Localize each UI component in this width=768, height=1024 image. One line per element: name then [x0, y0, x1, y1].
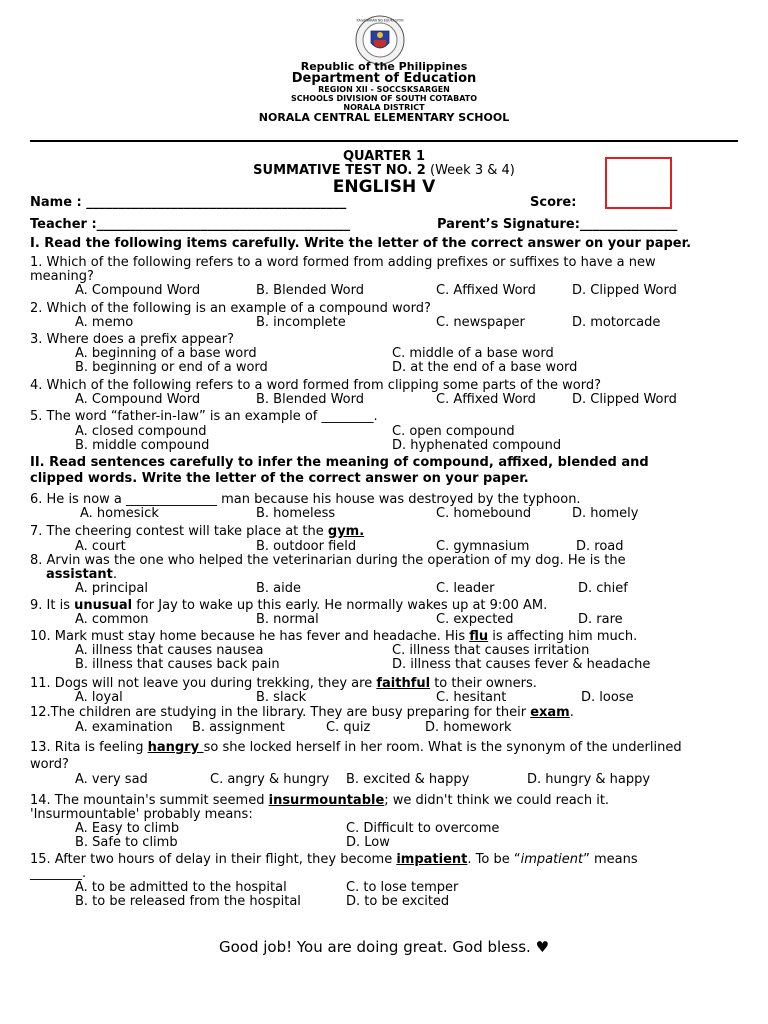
- republic-line: Republic of the Philippines: [300, 60, 468, 73]
- q4-stem: 4. Which of the following refers to a word formed from clipping some parts of the word?: [30, 378, 601, 393]
- q8-key-word: assistant: [46, 567, 113, 582]
- part2-instruction-cont: clipped words. Write the letter of the correct answer on your paper.: [30, 471, 529, 486]
- q4-option-a[interactable]: A. Compound Word: [75, 392, 201, 407]
- q11-key-word: faithful: [376, 676, 431, 691]
- q8-stem-end: .: [112, 567, 118, 582]
- q9-stem-text: 9. It is: [30, 598, 75, 613]
- q10-key-word: flu: [469, 629, 489, 644]
- q2-stem: 2. Which of the following is an example of a compound word?: [30, 301, 431, 316]
- q9-stem: [30, 599, 547, 613]
- score-box[interactable]: [605, 157, 672, 209]
- q14-option-a[interactable]: A. Easy to climb: [75, 821, 180, 836]
- q10-option-a[interactable]: A. illness that causes nausea: [75, 643, 264, 658]
- q11-stem-text: 11. Dogs will not leave you during trekking, they are: [30, 676, 377, 691]
- q9-option-c[interactable]: C. expected: [436, 612, 514, 627]
- q13-key-word: hangry: [147, 740, 204, 755]
- closing-message: Good job! You are doing great. God bless. ♥: [218, 938, 550, 956]
- q5-stem: 5. The word “father-in-law” is an example of ________.: [30, 409, 378, 424]
- q13-stem-text: 13. Rita is feeling: [30, 740, 148, 755]
- district-line: NORALA DISTRICT: [343, 103, 425, 112]
- q3-option-c[interactable]: C. middle of a base word: [392, 346, 554, 361]
- q15-option-a[interactable]: A. to be admitted to the hospital: [75, 880, 287, 895]
- q11-stem-end: to their owners.: [430, 676, 537, 691]
- q15-stem-end: ” means: [583, 852, 638, 867]
- q9-stem-end: for Jay to wake up this early. He normally wakes up at 9:00 AM.: [132, 598, 548, 613]
- q6-option-c[interactable]: C. homebound: [436, 506, 532, 521]
- q15-key-word: impatient: [396, 852, 468, 867]
- q12-option-a[interactable]: A. examination: [75, 720, 173, 735]
- q13-stem-cont: word?: [30, 757, 69, 772]
- q11-option-d[interactable]: D. loose: [581, 690, 634, 705]
- q8-option-d[interactable]: D. chief: [578, 581, 628, 596]
- q11-option-a[interactable]: A. loyal: [75, 690, 123, 705]
- q7-stem-text: 7. The cheering contest will take place at the: [30, 524, 328, 539]
- q10-stem-text: 10. Mark must stay home because he has fever and headache. His: [30, 629, 470, 644]
- svg-text:KAGAWARAN NG EDUKASYON: KAGAWARAN NG EDUKASYON: [356, 18, 404, 23]
- q10-stem-end: is affecting him much.: [488, 629, 638, 644]
- q7-option-d[interactable]: D. road: [576, 539, 624, 554]
- q12-stem-end: .: [569, 705, 574, 720]
- q15-option-d[interactable]: D. to be excited: [346, 894, 450, 909]
- q5-option-c[interactable]: C. open compound: [392, 424, 515, 439]
- deped-seal-logo: [355, 15, 405, 65]
- header-divider: [30, 140, 738, 142]
- q8-option-c[interactable]: C. leader: [436, 581, 495, 596]
- q4-option-b[interactable]: B. Blended Word: [256, 392, 364, 407]
- q7-stem: [30, 525, 364, 539]
- q6-option-d[interactable]: D. homely: [572, 506, 639, 521]
- region-line: REGION XII - SOCCSKSARGEN: [318, 85, 450, 94]
- q13-option-a[interactable]: A. very sad: [75, 772, 148, 787]
- q4-option-d[interactable]: D. Clipped Word: [572, 392, 677, 407]
- quarter-title: QUARTER 1: [342, 149, 426, 164]
- q10-option-d[interactable]: D. illness that causes fever & headache: [392, 657, 651, 672]
- part1-instruction: I. Read the following items carefully. Write the letter of the correct answer on your paper.: [30, 236, 692, 251]
- q14-option-d[interactable]: D. Low: [346, 835, 390, 850]
- q14-option-c[interactable]: C. Difficult to overcome: [346, 821, 500, 836]
- q2-option-b[interactable]: B. incomplete: [256, 315, 346, 330]
- q7-key-word: gym.: [327, 524, 365, 539]
- q10-option-c[interactable]: C. illness that causes irritation: [392, 643, 590, 658]
- q1-option-c[interactable]: C. Affixed Word: [436, 283, 536, 298]
- q15-option-c[interactable]: C. to lose temper: [346, 880, 459, 895]
- q15-italic-word: impatient: [520, 852, 584, 867]
- q2-option-d[interactable]: D. motorcade: [572, 315, 661, 330]
- q9-key-word: unusual: [74, 598, 133, 613]
- q1-stem: 1. Which of the following refers to a word formed from adding prefixes or suffixes to have a new: [30, 255, 656, 270]
- q11-stem: [30, 677, 537, 691]
- q10-option-b[interactable]: B. illness that causes back pain: [75, 657, 280, 672]
- q2-option-c[interactable]: C. newspaper: [436, 315, 525, 330]
- q6-option-b[interactable]: B. homeless: [256, 506, 336, 521]
- q14-stem-end: ; we didn't think we could reach it.: [384, 793, 610, 808]
- q12-option-d[interactable]: D. homework: [425, 720, 512, 735]
- q14-stem-text: 14. The mountain's summit seemed: [30, 793, 269, 808]
- q15-stem-mid: . To be “: [467, 852, 521, 867]
- q15-stem: [30, 853, 638, 867]
- score-label: Score:: [530, 195, 577, 210]
- division-line: SCHOOLS DIVISION OF SOUTH COTABATO: [290, 94, 478, 103]
- q15-stem-text: 15. After two hours of delay in their flight, they become: [30, 852, 397, 867]
- q3-option-a[interactable]: A. beginning of a base word: [75, 346, 257, 361]
- q12-key-word: exam: [530, 705, 570, 720]
- q5-option-b[interactable]: B. middle compound: [75, 438, 210, 453]
- q1-stem-cont: meaning?: [30, 269, 94, 284]
- q3-option-d[interactable]: D. at the end of a base word: [392, 360, 578, 375]
- q14-option-b[interactable]: B. Safe to climb: [75, 835, 178, 850]
- q6-stem: 6. He is now a ______________ man because his house was destroyed by the typhoon.: [30, 492, 581, 507]
- q2-option-a[interactable]: A. memo: [75, 315, 134, 330]
- q13-stem-end: so she locked herself in her room. What is the synonym of the underlined: [203, 740, 682, 755]
- q13-stem: [30, 741, 682, 755]
- part2-instruction: II. Read sentences carefully to infer the meaning of compound, affixed, blended and: [30, 455, 649, 470]
- q8-stem-cont: [46, 568, 117, 582]
- q14-key-word: insurmountable: [268, 793, 385, 808]
- q8-stem: 8. Arvin was the one who helped the veterinarian during the operation of my dog. He is the: [30, 553, 626, 568]
- q7-option-a[interactable]: A. court: [75, 539, 126, 554]
- q1-option-a[interactable]: A. Compound Word: [75, 283, 201, 298]
- q11-option-c[interactable]: C. hesitant: [436, 690, 507, 705]
- q4-option-c[interactable]: C. Affixed Word: [436, 392, 536, 407]
- q13-option-b[interactable]: B. excited & happy: [346, 772, 470, 787]
- q9-option-a[interactable]: A. common: [75, 612, 149, 627]
- q14-stem: [30, 794, 609, 808]
- test-title-weeks: (Week 3 & 4): [425, 163, 515, 178]
- q15-option-b[interactable]: B. to be released from the hospital: [75, 894, 301, 909]
- q8-option-a[interactable]: A. principal: [75, 581, 148, 596]
- school-line: NORALA CENTRAL ELEMENTARY SCHOOL: [258, 111, 510, 124]
- q15-blank: ________.: [30, 866, 87, 881]
- q9-option-d[interactable]: D. rare: [578, 612, 623, 627]
- q1-option-b[interactable]: B. Blended Word: [256, 283, 364, 298]
- q5-option-a[interactable]: A. closed compound: [75, 424, 207, 439]
- q13-option-d[interactable]: D. hungry & happy: [527, 772, 651, 787]
- subject-title: ENGLISH V: [332, 177, 436, 197]
- q12-option-c[interactable]: C. quiz: [326, 720, 371, 735]
- teacher-field[interactable]: Teacher :_______________________________________: [30, 217, 351, 232]
- q8-option-b[interactable]: B. aide: [256, 581, 302, 596]
- q9-option-b[interactable]: B. normal: [256, 612, 319, 627]
- q13-option-c[interactable]: C. angry & hungry: [210, 772, 330, 787]
- q5-option-d[interactable]: D. hyphenated compound: [392, 438, 562, 453]
- q7-option-c[interactable]: C. gymnasium: [436, 539, 530, 554]
- name-field[interactable]: Name : ________________________________________: [30, 195, 347, 210]
- q1-option-d[interactable]: D. Clipped Word: [572, 283, 677, 298]
- q3-stem: 3. Where does a prefix appear?: [30, 332, 235, 347]
- q14-stem-cont: 'Insurmountable' probably means:: [30, 807, 253, 822]
- q6-option-a[interactable]: A. homesick: [80, 506, 159, 521]
- q12-stem: [30, 706, 574, 720]
- department-line: Department of Education: [291, 71, 477, 86]
- q12-stem-text: 12.The children are studying in the library. They are busy preparing for their: [30, 705, 531, 720]
- q12-option-b[interactable]: B. assignment: [192, 720, 285, 735]
- q7-option-b[interactable]: B. outdoor field: [256, 539, 357, 554]
- q10-stem: [30, 630, 637, 644]
- test-title-main: SUMMATIVE TEST NO. 2: [253, 163, 426, 178]
- q3-option-b[interactable]: B. beginning or end of a word: [75, 360, 268, 375]
- parent-signature-field[interactable]: Parent’s Signature:_______________: [437, 217, 678, 232]
- q11-option-b[interactable]: B. slack: [256, 690, 307, 705]
